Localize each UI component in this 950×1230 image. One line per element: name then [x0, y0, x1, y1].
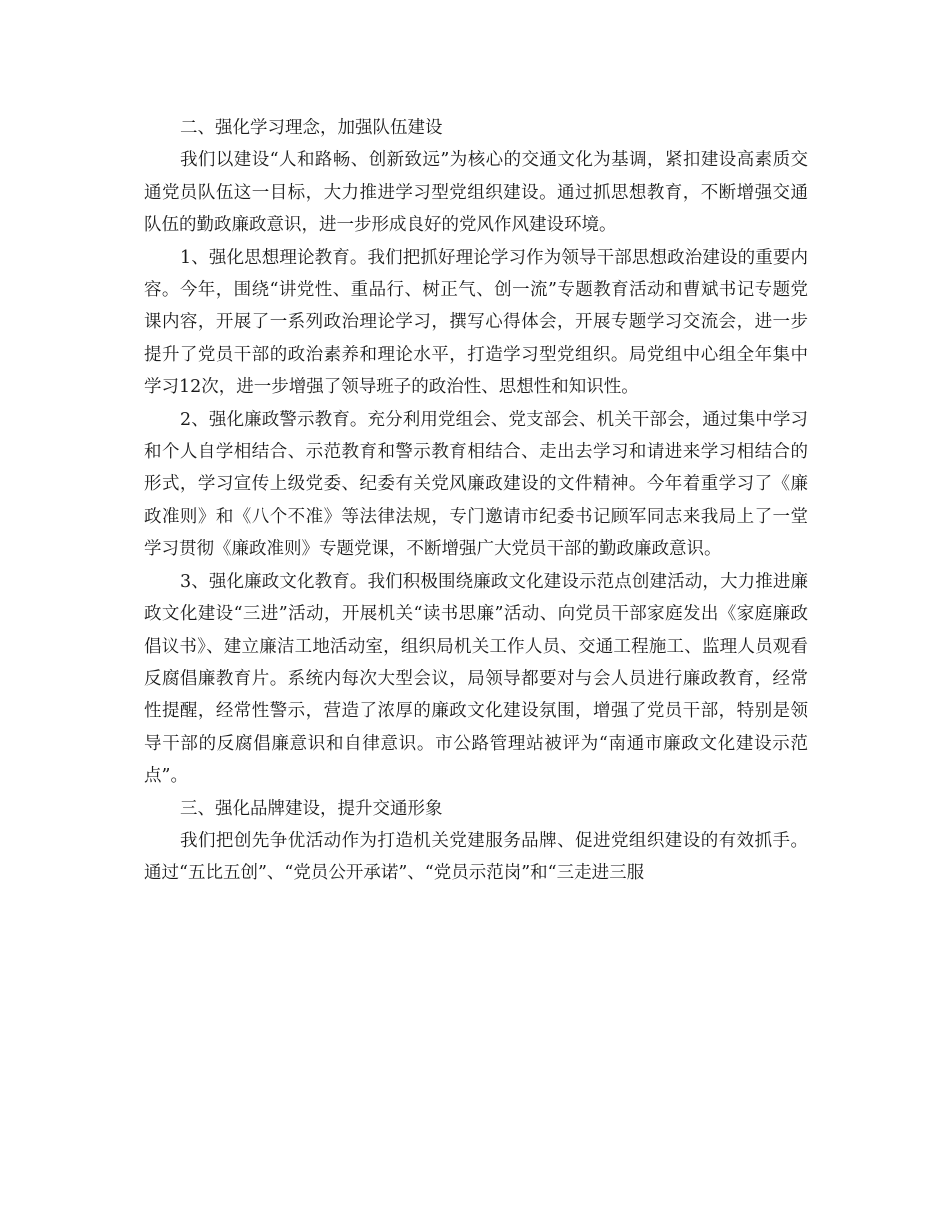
item-paragraph-3: 3、强化廉政文化教育。我们积极围绕廉政文化建设示范点创建活动，大力推进廉政文化建设“三进”活动，开展机关“读书思廉”活动、向党员干部家庭发出《家庭廉政倡议书》、建立廉洁工地活动室，组织局机关工作人员、交通工程施工、监理人员观看反腐倡廉教育片。系统内每次大型会议，局领导都要对与会人员进行廉政教育，经常性提醒，经常性警示，营造了浓厚的廉政文化建设氛围，增强了党员干部，特别是领导干部的反腐倡廉意识和自律意识。市公路管理站被评为“南通市廉政文化建设示范点”。 — [144, 571, 808, 787]
intro-paragraph: 我们以建设“人和路畅、创新致远”为核心的交通文化为基调，紧扣建设高素质交通党员队伍这一目标，大力推进学习型党组织建设。通过抓思想教育，不断增强交通队伍的勤政廉政意识，进一步形成良好的党风作风建设环境。 — [144, 150, 808, 236]
item-paragraph-2: 2、强化廉政警示教育。充分利用党组会、党支部会、机关干部会，通过集中学习和个人自学相结合、示范教育和警示教育相结合、走出去学习和请进来学习相结合的形式，学习宣传上级党委、纪委有关党风廉政建设的文件精神。今年着重学习了《廉政准则》和《八个不准》等法律法规，专门邀请市纪委书记顾军同志来我局上了一堂学习贯彻《廉政准则》专题党课，不断增强广大党员干部的勤政廉政意识。 — [144, 409, 808, 560]
section-heading-3: 三、强化品牌建设，提升交通形象 — [180, 798, 443, 819]
section-heading-2: 二、强化学习理念，加强队伍建设 — [180, 118, 443, 138]
item-paragraph-1: 1、强化思想理论教育。我们把抓好理论学习作为领导干部思想政治建设的重要内容。今年，围绕“讲党性、重品行、树正气、创一流”专题教育活动和曹斌书记专题党课内容，开展了一系列政治理论学习，撰写心得体会，开展专题学习交流会，进一步提升了党员干部的政治素养和理论水平，打造学习型党组织。局党组中心组全年集中学习12次，进一步增强了领导班子的政治性、思想性和知识性。 — [144, 247, 808, 398]
closing-paragraph: 我们把创先争优活动作为打造机关党建服务品牌、促进党组织建设的有效抓手。通过“五比五创”、“党员公开承诺”、“党员示范岗”和“三走进三服 — [144, 830, 808, 884]
document-page — [144, 112, 808, 890]
